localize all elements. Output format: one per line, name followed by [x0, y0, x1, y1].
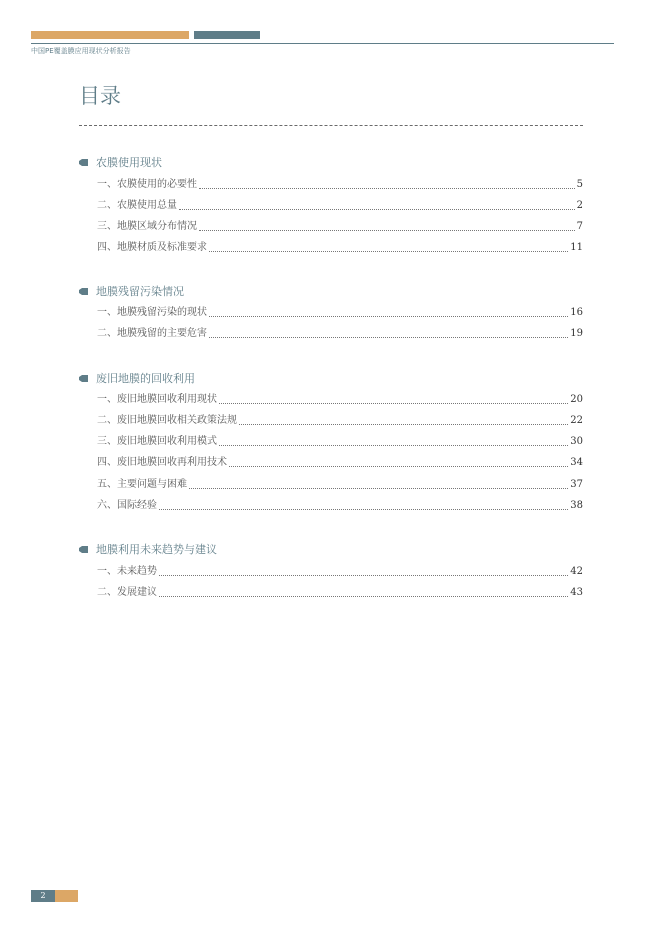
toc-entry-page: 20: [570, 394, 583, 405]
dot-leader: [209, 316, 568, 317]
toc-section-2: [79, 284, 583, 339]
toc-section-3: [79, 371, 583, 511]
toc-entry[interactable]: [97, 326, 583, 342]
toc-entry-label: 一、未来趋势: [97, 566, 157, 577]
toc-entry-label: 四、地膜材质及标准要求: [97, 242, 207, 253]
toc-entry-page: 19: [570, 328, 583, 339]
toc-entry-label: 一、废旧地膜回收利用现状: [97, 394, 217, 405]
toc-entry-label: 二、废旧地膜回收相关政策法规: [97, 415, 237, 426]
toc-entry-page: 30: [570, 436, 583, 447]
toc-entry[interactable]: [97, 413, 583, 429]
dot-leader: [199, 230, 575, 231]
dot-leader: [209, 251, 568, 252]
toc-entry[interactable]: [97, 564, 583, 580]
dot-leader: [159, 596, 568, 597]
toc-entry-label: 一、地膜残留污染的现状: [97, 307, 207, 318]
toc-entry-page: 38: [570, 500, 583, 511]
section-title: 农膜使用现状: [96, 156, 162, 169]
page-number: 2: [40, 891, 46, 900]
tag-icon: [79, 375, 88, 382]
toc-title: 目录: [79, 84, 121, 108]
dot-leader: [239, 424, 568, 425]
dot-leader: [219, 403, 568, 404]
dot-leader: [209, 337, 568, 338]
header-rule: [31, 43, 614, 44]
toc-entry[interactable]: [97, 585, 583, 601]
toc-entry[interactable]: [97, 177, 583, 193]
toc-entry-label: 六、国际经验: [97, 500, 157, 511]
section-heading[interactable]: [79, 542, 583, 558]
dot-leader: [179, 209, 575, 210]
header-accent-bar-slate: [194, 31, 260, 39]
toc-entry-page: 5: [576, 179, 583, 190]
toc-entry-page: 43: [570, 587, 583, 598]
dot-leader: [189, 488, 568, 489]
toc-entry-page: 37: [570, 479, 583, 490]
section-heading[interactable]: [79, 284, 583, 300]
dot-leader: [219, 445, 568, 446]
toc-entry-page: 11: [570, 242, 583, 253]
toc-entry[interactable]: [97, 477, 583, 493]
toc-entry-label: 五、主要问题与困难: [97, 479, 187, 490]
dot-leader: [159, 575, 568, 576]
toc-section-1: [79, 155, 583, 253]
toc-entry-label: 四、废旧地膜回收再利用技术: [97, 457, 227, 468]
tag-icon: [79, 546, 88, 553]
toc-entry[interactable]: [97, 434, 583, 450]
toc-entry-label: 二、发展建议: [97, 587, 157, 598]
section-heading[interactable]: [79, 155, 583, 171]
toc-entry-label: 三、地膜区域分布情况: [97, 221, 197, 232]
toc-entry-label: 二、农膜使用总量: [97, 200, 177, 211]
toc-entry-page: 22: [570, 415, 583, 426]
toc-entry-page: 7: [576, 221, 583, 232]
toc-entry-page: 2: [576, 200, 583, 211]
toc-entry-page: 34: [570, 457, 583, 468]
tag-icon: [79, 288, 88, 295]
section-title: 废旧地膜的回收利用: [96, 372, 195, 385]
dot-leader: [159, 509, 568, 510]
toc-separator: [79, 125, 583, 126]
header-accent-bar-orange: [31, 31, 189, 39]
toc-entry[interactable]: [97, 305, 583, 321]
section-title: 地膜利用未来趋势与建议: [96, 543, 217, 556]
section-heading[interactable]: [79, 371, 583, 387]
toc-entry-label: 三、废旧地膜回收利用模式: [97, 436, 217, 447]
dot-leader: [199, 188, 575, 189]
toc-entry[interactable]: [97, 198, 583, 214]
toc-entry[interactable]: [97, 240, 583, 256]
running-header-title: 中国PE覆盖膜应用现状分析报告: [31, 47, 131, 55]
dot-leader: [229, 466, 568, 467]
page-number-accent: [55, 890, 78, 902]
toc-entry-page: 42: [570, 566, 583, 577]
toc-entry[interactable]: [97, 392, 583, 408]
toc-section-4: [79, 542, 583, 598]
toc-entry-page: 16: [570, 307, 583, 318]
tag-icon: [79, 159, 88, 166]
toc-entry[interactable]: [97, 498, 583, 514]
toc-entry-label: 二、地膜残留的主要危害: [97, 328, 207, 339]
toc-entry[interactable]: [97, 219, 583, 235]
toc-entry-label: 一、农膜使用的必要性: [97, 179, 197, 190]
toc-entry[interactable]: [97, 455, 583, 471]
section-title: 地膜残留污染情况: [96, 285, 184, 298]
